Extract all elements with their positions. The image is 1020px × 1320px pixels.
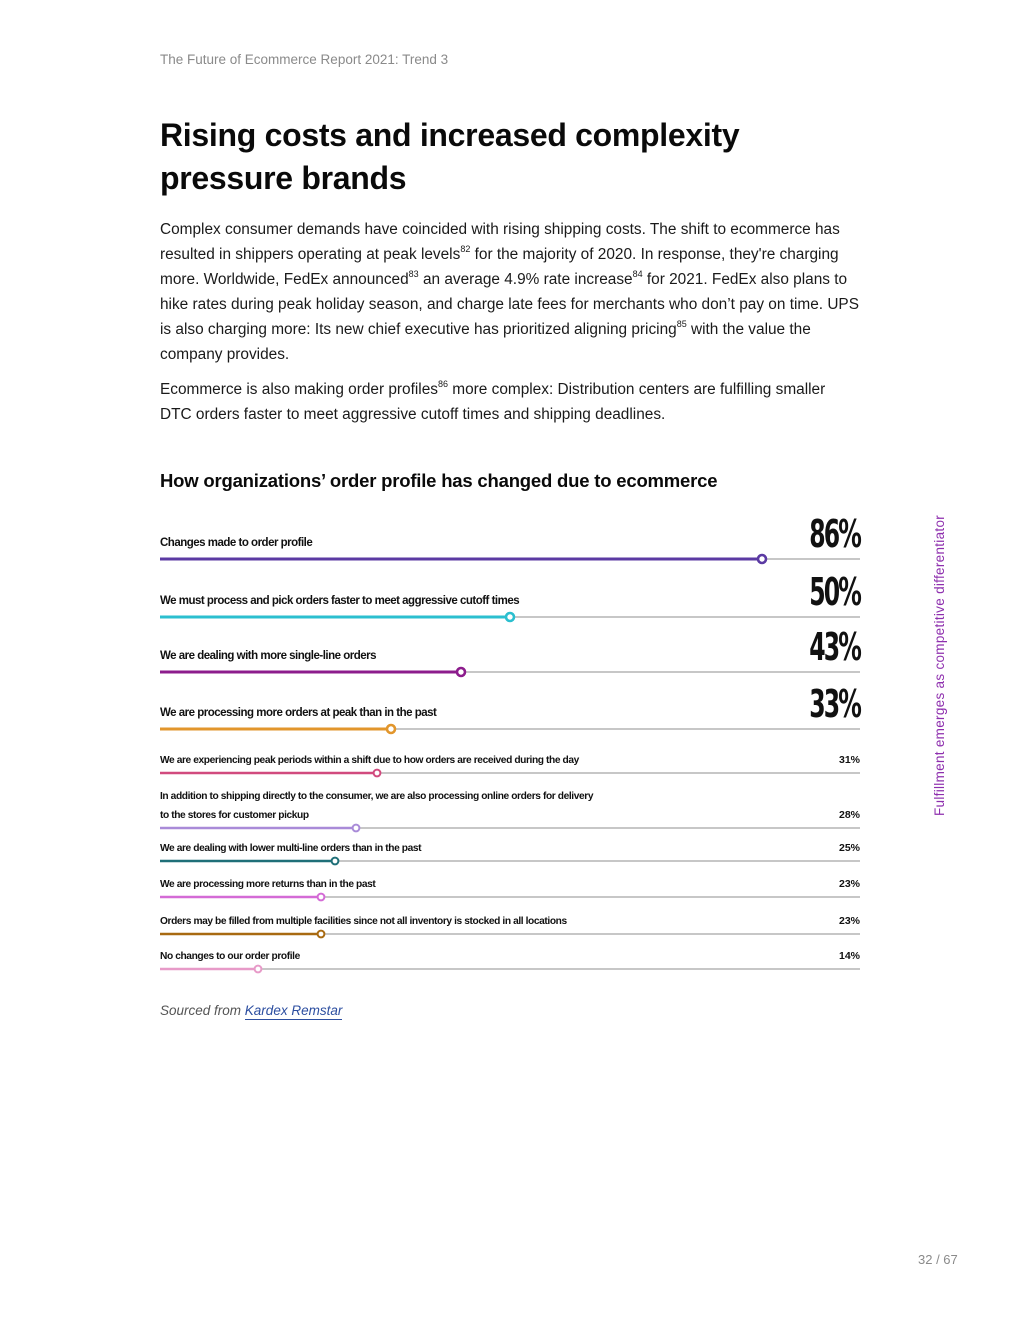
value-label: 33% (809, 683, 860, 727)
paragraph-text: for 2021. FedEx also plans to hike rates during peak holiday season, and charge late fees for merchants who don’t pay on time. UPS is also charging more: Its new chief executive has prioritized aligning pricing (160, 271, 859, 338)
category-label: Changes made to order profile (160, 537, 313, 549)
category-label: We are processing more returns than in the past (160, 879, 376, 890)
footnote-ref-83[interactable]: 83 (408, 268, 419, 279)
footnote-ref-82[interactable]: 82 (460, 243, 471, 254)
bar-end-marker (758, 555, 766, 563)
footnote-ref-84[interactable]: 84 (632, 268, 643, 279)
category-label: In addition to shipping directly to the consumer, we are also processing online orders for delivery (160, 791, 594, 802)
page-number: 32 / 67 (918, 1252, 958, 1267)
category-label: We are experiencing peak periods within a shift due to how orders are received during the day (160, 755, 579, 766)
bar-end-marker (374, 770, 381, 777)
paragraph-text: Ecommerce is also making order profiles (160, 381, 438, 398)
order-profile-bar-chart (150, 505, 870, 985)
bar-end-marker (332, 858, 339, 865)
value-label: 43% (809, 626, 860, 670)
value-label: 14% (838, 950, 860, 962)
paragraph-text: Complex consumer demands have coincided with rising shipping costs. The shift to ecommerce has resulted in shippers operating at peak levels (160, 221, 840, 263)
category-label: We must process and pick orders faster to meet aggressive cutoff times (160, 595, 520, 607)
source-link[interactable]: Kardex Remstar (244, 1003, 343, 1018)
bar-end-marker (318, 931, 325, 938)
footnote-ref-85[interactable]: 85 (676, 318, 687, 329)
section-side-label: Fulfillment emerges as competitive differentiator (932, 514, 947, 816)
category-label: We are processing more orders at peak than in the past (160, 707, 437, 719)
chart-title: How organizations’ order profile has changed due to ecommerce (160, 470, 718, 491)
body-paragraph-1 (160, 217, 860, 367)
value-label: 23% (838, 915, 860, 927)
body-paragraph-2 (160, 377, 860, 427)
category-label: We are dealing with lower multi-line orders than in the past (160, 843, 422, 854)
bar-end-marker (353, 825, 360, 832)
bar-end-marker (387, 725, 395, 733)
bar-end-marker (506, 613, 514, 621)
category-label: We are dealing with more single-line orders (160, 650, 377, 662)
value-label: 86% (809, 513, 860, 557)
paragraph-text: more complex: Distribution centers are fulfilling smaller DTC orders faster to meet aggressive cutoff times and shipping deadlines. (160, 381, 826, 423)
paragraph-text: an average 4.9% rate increase (418, 271, 633, 288)
page-title: Rising costs and increased complexity pressure brands (160, 117, 740, 196)
source-prefix: Sourced from (160, 1003, 245, 1018)
value-label: 50% (809, 571, 860, 615)
value-label: 28% (838, 809, 860, 821)
paragraph-text: for the majority of 2020. In response, they're charging more. Worldwide, FedEx announced (160, 246, 839, 288)
value-label: 25% (838, 842, 860, 854)
category-label: to the stores for customer pickup (160, 810, 309, 821)
value-label: 23% (838, 878, 860, 890)
bar-end-marker (255, 966, 262, 973)
source-citation (160, 1003, 342, 1018)
footnote-ref-86[interactable]: 86 (438, 378, 449, 389)
bar-end-marker (318, 894, 325, 901)
paragraph-text: with the value the company provides. (160, 321, 811, 363)
running-header: The Future of Ecommerce Report 2021: Trend 3 (160, 52, 449, 67)
category-label: Orders may be filled from multiple facilities since not all inventory is stocked in all locations (160, 916, 567, 927)
category-label: No changes to our order profile (160, 951, 300, 962)
bar-end-marker (457, 668, 465, 676)
value-label: 31% (838, 754, 860, 766)
